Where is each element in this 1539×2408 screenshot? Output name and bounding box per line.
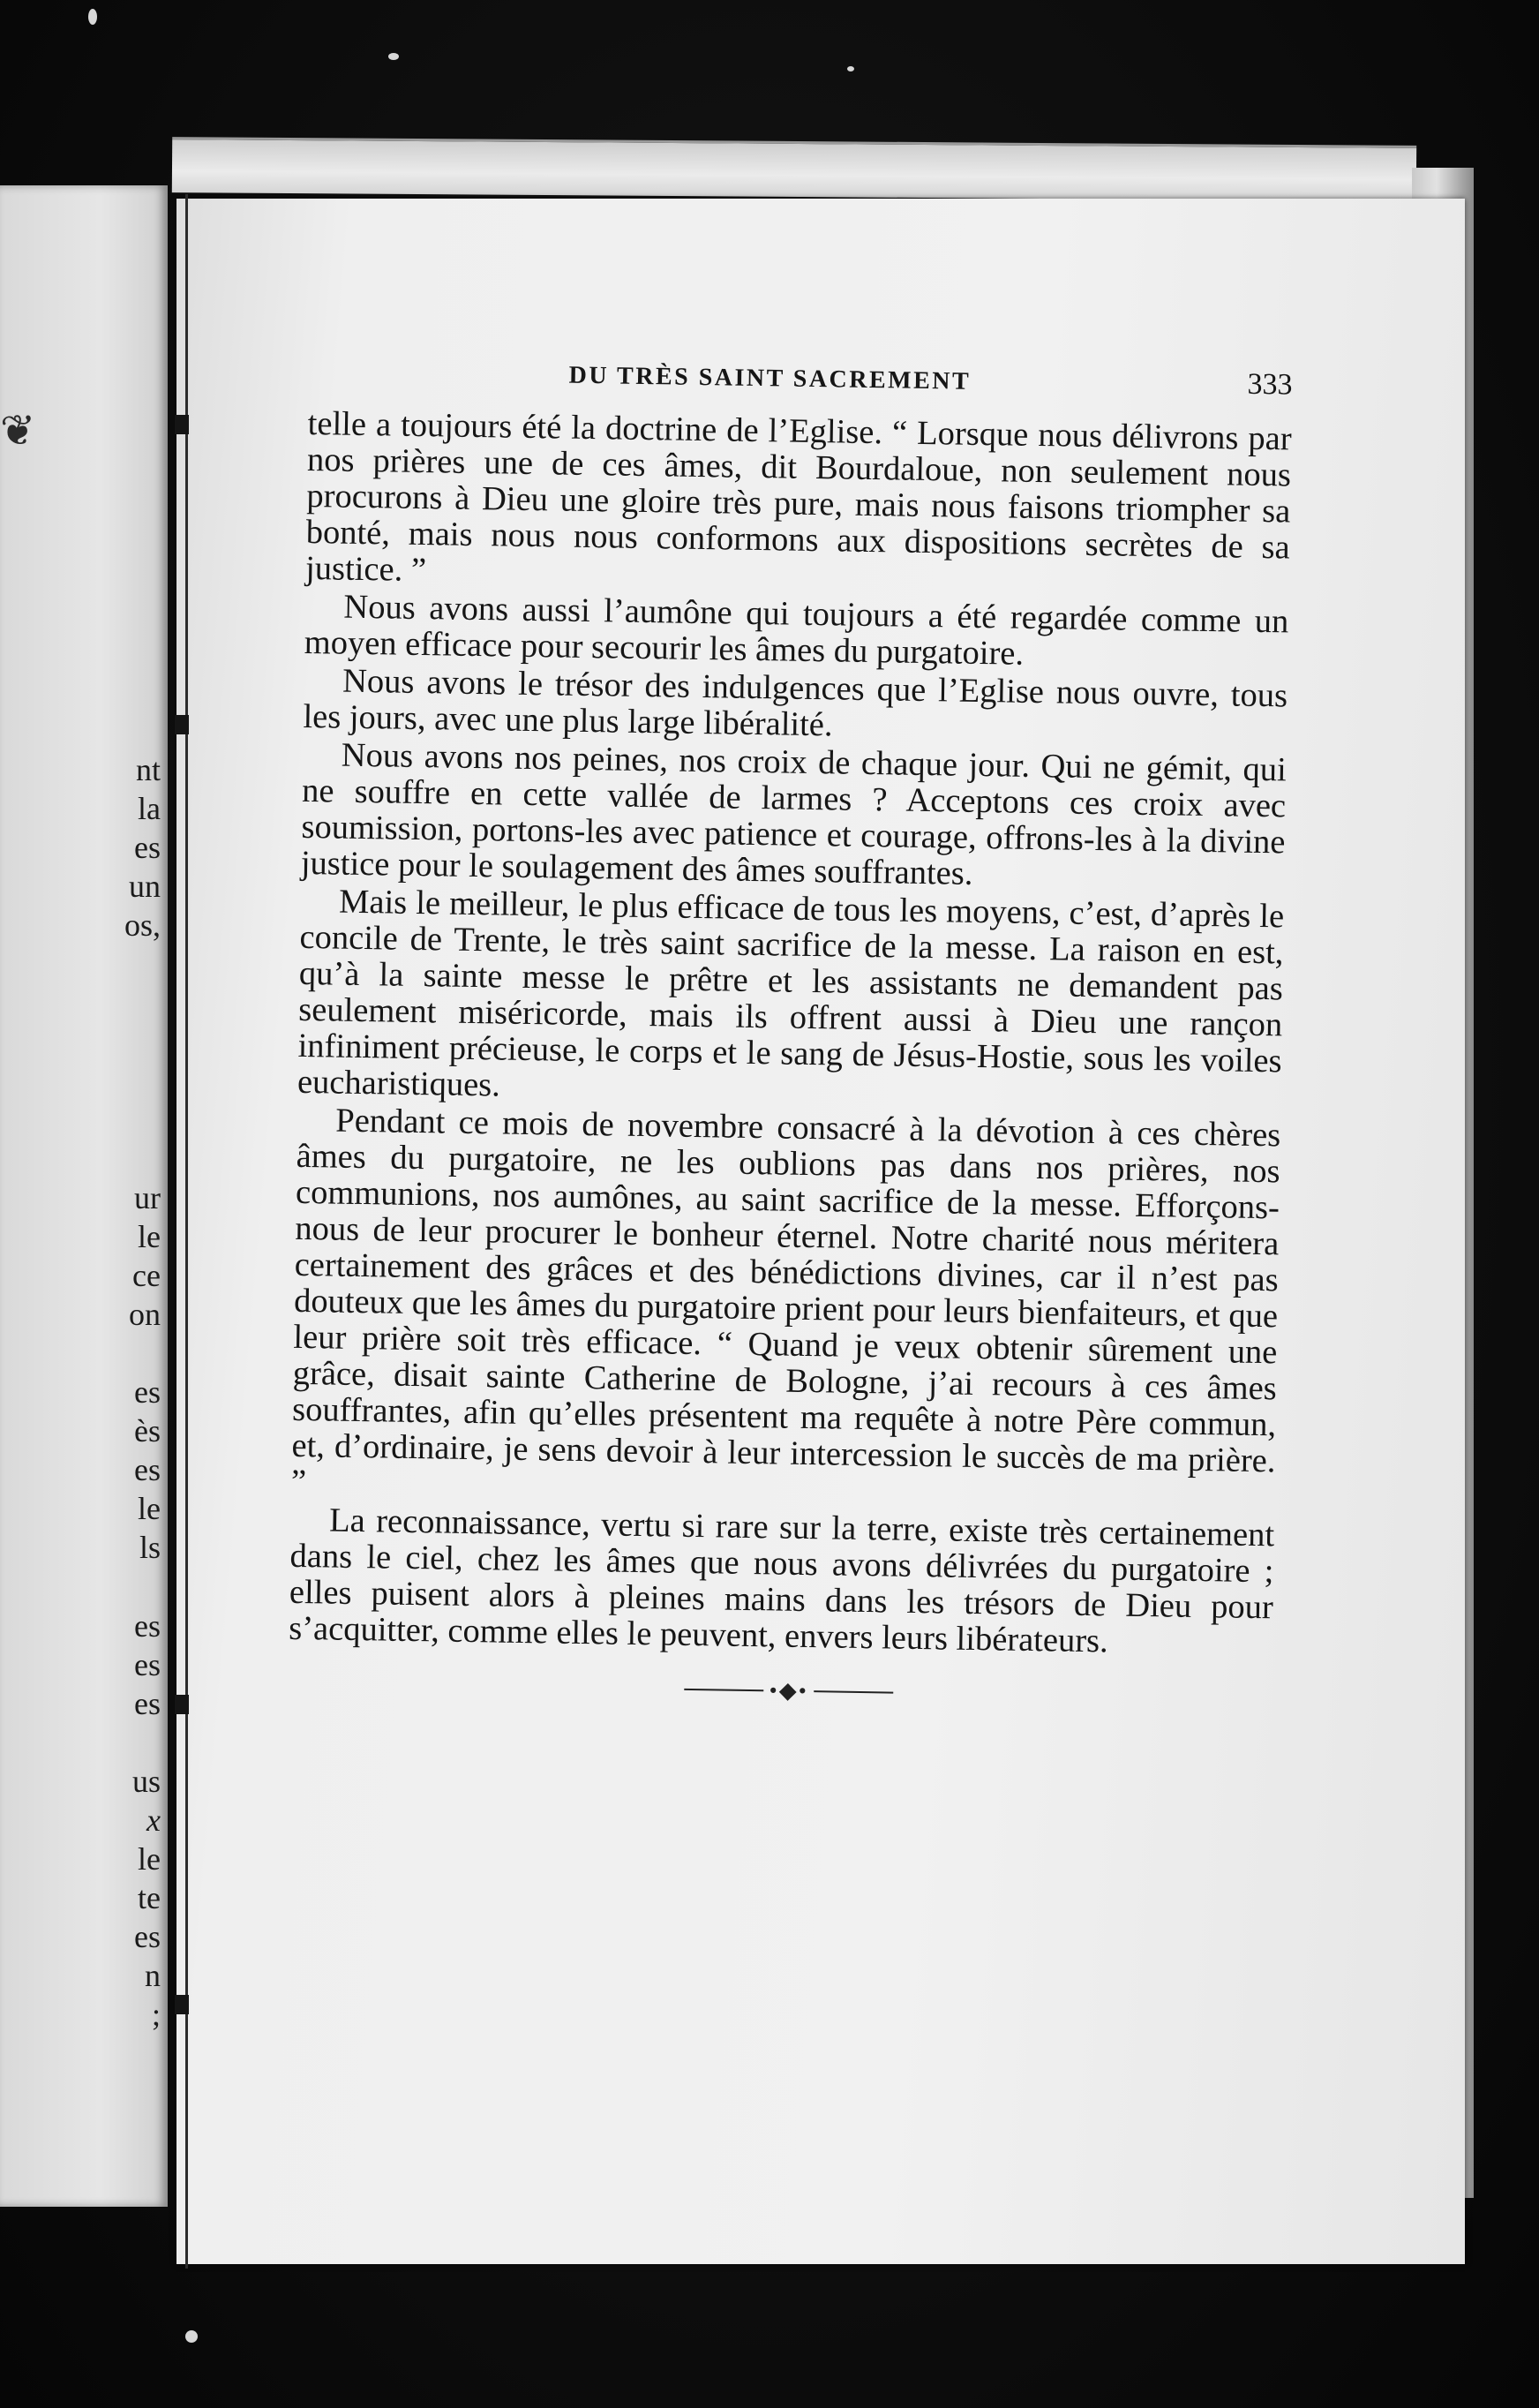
- left-page-fragment: on: [129, 1297, 161, 1332]
- left-page-fragment: x: [146, 1802, 161, 1838]
- running-title: DU TRÈS SAINT SACREMENT: [568, 361, 972, 395]
- binding-mark: [175, 415, 189, 434]
- left-page-fragment: le: [138, 1219, 161, 1254]
- left-page-ornament: ❦: [0, 408, 36, 455]
- left-page-fragment: te: [138, 1880, 161, 1915]
- paragraph: La reconnaissance, vertu si rare sur la terre, existe très certainement dans le ciel, chez les âmes que nous avons délivrées du purgatoire ; elles puisent alors à pleines mains dans les trésors de Dieu pour s’acquitter, comme elles le peuvent, envers leurs libérateurs.: [288, 1501, 1275, 1660]
- left-page-fragment: ;: [151, 1997, 161, 2032]
- left-page-fragment: es: [134, 1647, 161, 1682]
- left-page-fragment: un: [129, 869, 161, 904]
- paragraph: Mais le meilleur, le plus efficace de tous les moyens, c’est, d’après le concile de Trente, le très saint sacrifice de la messe. La raison en est, qu’à la sainte messe le prêtre et les assistants ne demandent pas seulement miséricorde, mais ils offrent aussi à Dieu une rançon infiniment précieuse, le corps et le sang de Jésus-Hostie, sous les voiles eucharistiques.: [297, 883, 1285, 1104]
- left-page-fragment: ce: [132, 1258, 161, 1293]
- page-number: 333: [1247, 367, 1293, 402]
- paragraph: telle a toujours été la doctrine de l’Eglise. “ Lorsque nous délivrons par nos prières une de ces âmes, dit Bourdaloue, non seulement nous procurons à Dieu une gloire très pure, mais nous faisons triompher sa bonté, mais nous nous conformons aux dispositions secrètes de sa justice. ”: [304, 404, 1292, 590]
- paragraph: Nous avons aussi l’aumône qui toujours a été regardée comme un moyen efficace pour secourir les âmes du purgatoire.: [304, 588, 1289, 673]
- left-page-fragment: ur: [134, 1180, 161, 1215]
- binding-mark: [175, 1695, 189, 1714]
- left-page-fragment: nt: [135, 752, 161, 787]
- left-page-fragment: le: [138, 1491, 161, 1526]
- left-page-fragment: n: [145, 1958, 161, 1993]
- dust-speck: [847, 66, 854, 71]
- ornament-line-left: [685, 1689, 764, 1691]
- dust-speck: [88, 9, 97, 25]
- paragraph: Nous avons nos peines, nos croix de chaque jour. Qui ne gémit, qui ne souffre en cette vallée de larmes ? Acceptons ces croix avec soumission, portons-les avec patience et courage, offrons-les à la divine justice pour le soulagement des âmes souffrantes.: [300, 736, 1288, 892]
- dust-speck: [388, 53, 399, 60]
- left-page-fragment: ls: [139, 1530, 161, 1565]
- left-page-fragment: la: [138, 791, 161, 826]
- left-page-fragment: es: [134, 830, 161, 865]
- ornament-center: •◆•: [769, 1677, 809, 1704]
- left-page-fragment: es: [134, 1919, 161, 1954]
- left-page-fragment: os,: [124, 907, 161, 943]
- left-page-fragment: es: [134, 1374, 161, 1410]
- paragraph: Pendant ce mois de novembre consacré à la dévotion à ces chères âmes du purgatoire, ne les oublions pas dans nos prières, nos communions, nos aumônes, au saint sacrifice de la messe. Efforçons-nous de leur procurer le bonheur éternel. Notre charité nous méritera certainement des grâces et des bénédictions divines, car il n’est pas douteux que les âmes du purgatoire prient pour leurs bienfaiteurs, et que leur prière soit très efficace. “ Quand je veux obtenir sûrement une grâce, disait sainte Catherine de Bologne, j’ai recours à ces âmes souffrantes, afin qu’elles présentent ma requête à notre Père commun, et, d’ordinaire, je sens devoir à leur intercession le succès de ma prière. ”: [290, 1102, 1281, 1501]
- facing-left-page: [0, 185, 168, 2207]
- left-page-fragment: le: [138, 1841, 161, 1877]
- gutter-rule: [185, 194, 188, 2269]
- left-page-fragment: es: [134, 1686, 161, 1721]
- body-text: [289, 406, 1292, 1662]
- ornament-line-right: [814, 1690, 893, 1693]
- left-page-fragment: es: [134, 1608, 161, 1644]
- left-page-fragment: es: [134, 1452, 161, 1487]
- binding-mark: [175, 715, 189, 734]
- dust-speck: [185, 2330, 198, 2343]
- paragraph: Nous avons le trésor des indulgences que l’Eglise nous ouvre, tous les jours, avec une plus large libéralité.: [303, 662, 1288, 744]
- binding-mark: [175, 1995, 189, 2014]
- left-page-fragment: ès: [134, 1413, 161, 1449]
- page-edge-top: [172, 137, 1416, 201]
- left-page-fragment: us: [131, 1764, 161, 1799]
- page-text-block: [288, 353, 1293, 1712]
